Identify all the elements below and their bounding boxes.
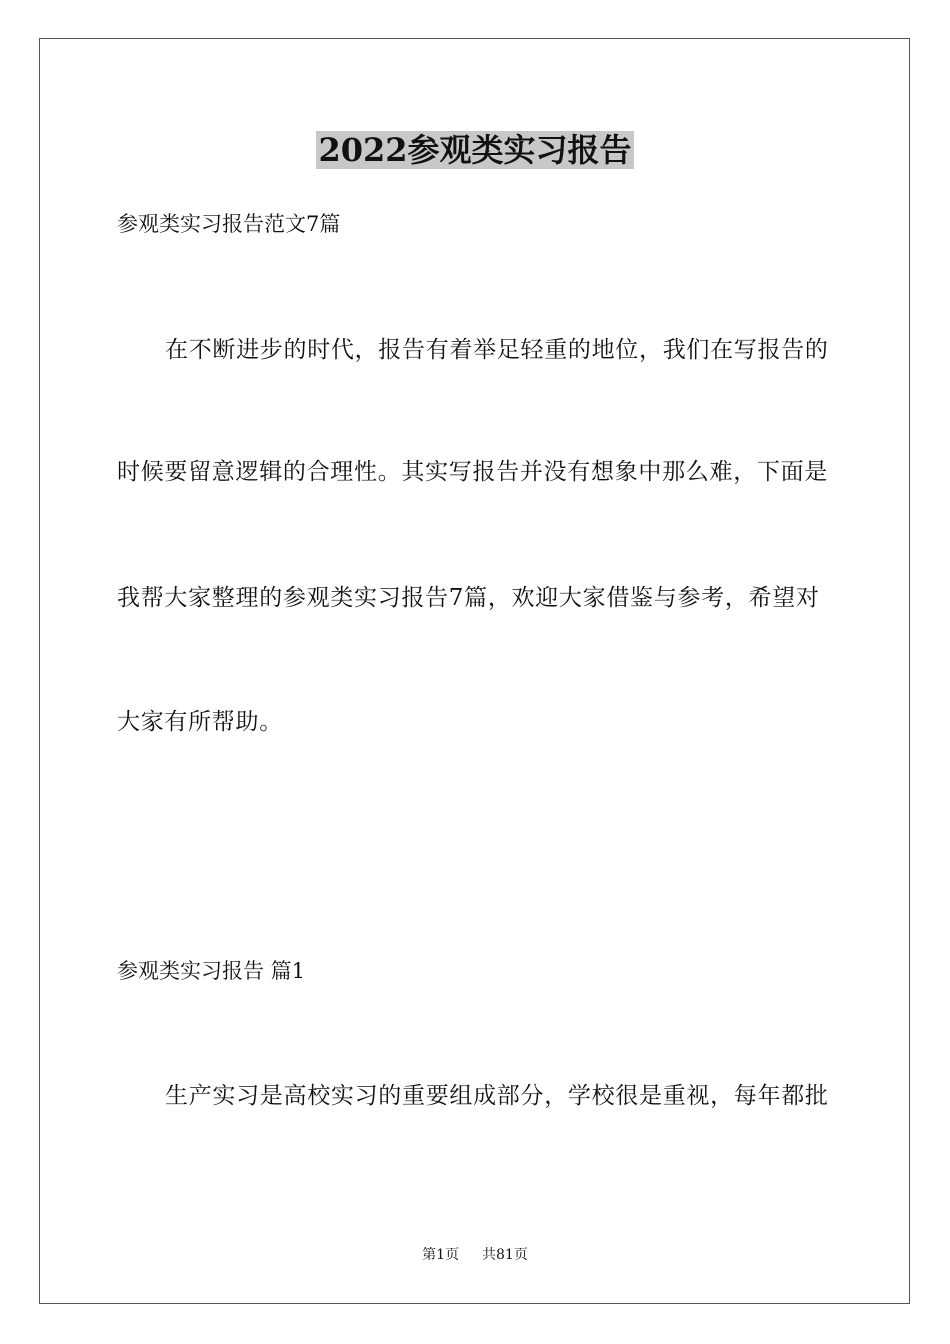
- page-total: 共81页: [482, 1247, 528, 1263]
- page-footer: [0, 1245, 950, 1265]
- section-heading: 参观类实习报告 篇1: [117, 959, 306, 983]
- document-subtitle: 参观类实习报告范文7篇: [117, 212, 341, 236]
- intro-line-3: 我帮大家整理的参观类实习报告7篇，欢迎大家借鉴与参考，希望对: [117, 585, 820, 611]
- document-title-text: 2022参观类实习报告: [318, 131, 632, 169]
- intro-line-2: 时候要留意逻辑的合理性。其实写报告并没有想象中那么难，下面是: [117, 459, 828, 485]
- page-number: 第1页: [422, 1247, 460, 1263]
- document-title: [0, 128, 950, 172]
- section-line-1: 生产实习是高校实习的重要组成部分，学校很是重视，每年都批: [165, 1083, 829, 1109]
- intro-line-1: 在不断进步的时代，报告有着举足轻重的地位，我们在写报告的: [165, 337, 829, 363]
- intro-line-4: 大家有所帮助。: [117, 709, 283, 735]
